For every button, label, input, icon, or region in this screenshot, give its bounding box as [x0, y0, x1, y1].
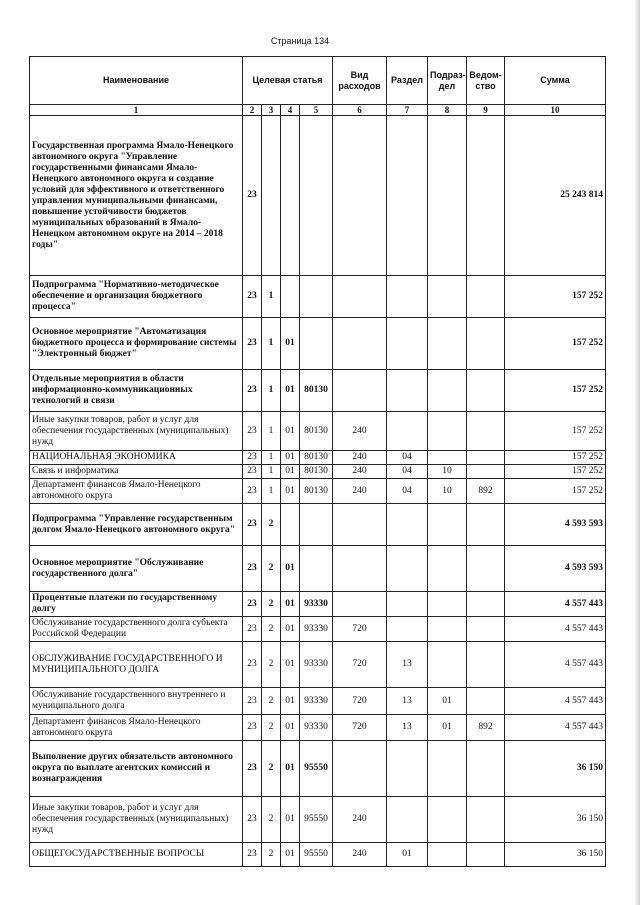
row-name: Основное мероприятие "Автоматизация бюджетного процесса и формирование системы "Электронный бюджет" [30, 318, 243, 370]
row-code-c7 [387, 116, 428, 276]
row-code-c3: 2 [262, 688, 281, 715]
row-name: Основное мероприятие "Обслуживание государственного долга" [30, 546, 243, 592]
row-code-c2: 23 [243, 412, 262, 451]
table-row [30, 465, 606, 479]
budget-table [29, 56, 606, 867]
row-code-c2: 23 [243, 843, 262, 867]
row-sum: 36 150 [505, 741, 606, 797]
header-vedomstvo: Ведом-ство [467, 57, 505, 105]
row-code-c9 [467, 465, 505, 479]
row-code-c6: 240 [333, 451, 387, 465]
row-name: ОБСЛУЖИВАНИЕ ГОСУДАРСТВЕННОГО И МУНИЦИПАЛЬНОГО ДОЛГА [30, 642, 243, 688]
row-code-c2: 23 [243, 504, 262, 546]
row-code-c6: 720 [333, 642, 387, 688]
row-sum: 25 243 814 [505, 116, 606, 276]
row-code-c7 [387, 276, 428, 318]
row-code-c4: 01 [281, 412, 300, 451]
row-code-c8 [428, 592, 467, 617]
row-code-c5: 93330 [300, 688, 333, 715]
row-code-c9 [467, 276, 505, 318]
row-code-c3: 1 [262, 318, 281, 370]
row-code-c5 [300, 318, 333, 370]
col-number: 8 [428, 105, 467, 116]
row-code-c4: 01 [281, 617, 300, 642]
table-row [30, 843, 606, 867]
row-code-c7: 04 [387, 465, 428, 479]
row-code-c8 [428, 370, 467, 412]
col-number: 10 [505, 105, 606, 116]
row-code-c5: 80130 [300, 479, 333, 504]
row-sum: 157 252 [505, 276, 606, 318]
row-code-c5 [300, 546, 333, 592]
row-code-c5: 80130 [300, 465, 333, 479]
row-code-c3: 2 [262, 504, 281, 546]
row-code-c9 [467, 592, 505, 617]
row-code-c7: 13 [387, 688, 428, 715]
row-name: Обслуживание государственного внутреннего и муниципального долга [30, 688, 243, 715]
row-code-c8 [428, 116, 467, 276]
table-row [30, 276, 606, 318]
row-code-c7 [387, 741, 428, 797]
row-code-c9 [467, 546, 505, 592]
row-sum: 4 557 443 [505, 642, 606, 688]
row-sum: 4 557 443 [505, 715, 606, 741]
row-code-c9 [467, 116, 505, 276]
row-sum: 157 252 [505, 479, 606, 504]
header-target: Целевая статья [243, 57, 333, 105]
row-code-c2: 23 [243, 592, 262, 617]
row-sum: 4 557 443 [505, 592, 606, 617]
row-code-c4: 01 [281, 546, 300, 592]
header-row [30, 57, 606, 105]
table-row [30, 715, 606, 741]
row-code-c2: 23 [243, 546, 262, 592]
row-code-c5: 80130 [300, 370, 333, 412]
row-code-c9 [467, 504, 505, 546]
row-code-c7 [387, 504, 428, 546]
row-code-c6 [333, 504, 387, 546]
row-code-c5: 95550 [300, 797, 333, 843]
row-code-c3: 1 [262, 479, 281, 504]
table-row [30, 642, 606, 688]
row-code-c9 [467, 642, 505, 688]
row-code-c7 [387, 546, 428, 592]
row-name: Иные закупки товаров, работ и услуг для обеспечения государственных (муниципальных) нужд [30, 412, 243, 451]
row-sum: 36 150 [505, 843, 606, 867]
row-code-c9 [467, 451, 505, 465]
row-code-c5 [300, 504, 333, 546]
row-code-c4: 01 [281, 741, 300, 797]
col-number: 3 [262, 105, 281, 116]
row-code-c4 [281, 116, 300, 276]
row-code-c3 [262, 116, 281, 276]
row-code-c3: 1 [262, 370, 281, 412]
col-number: 7 [387, 105, 428, 116]
row-code-c2: 23 [243, 617, 262, 642]
row-code-c9 [467, 412, 505, 451]
column-number-row [30, 105, 606, 116]
row-sum: 4 593 593 [505, 546, 606, 592]
table-row [30, 546, 606, 592]
row-code-c3: 2 [262, 592, 281, 617]
row-code-c6 [333, 741, 387, 797]
row-code-c5: 80130 [300, 451, 333, 465]
row-code-c2: 23 [243, 318, 262, 370]
row-code-c4: 01 [281, 688, 300, 715]
row-code-c7: 04 [387, 451, 428, 465]
col-number: 4 [281, 105, 300, 116]
row-code-c6: 240 [333, 412, 387, 451]
row-code-c5: 93330 [300, 642, 333, 688]
row-code-c6 [333, 116, 387, 276]
row-code-c4: 01 [281, 451, 300, 465]
row-code-c9 [467, 688, 505, 715]
col-number: 9 [467, 105, 505, 116]
row-code-c3: 2 [262, 617, 281, 642]
row-code-c9: 892 [467, 479, 505, 504]
col-number: 6 [333, 105, 387, 116]
row-code-c2: 23 [243, 741, 262, 797]
row-sum: 4 557 443 [505, 617, 606, 642]
table-row [30, 617, 606, 642]
row-code-c7: 01 [387, 843, 428, 867]
row-code-c3: 2 [262, 642, 281, 688]
row-code-c3: 2 [262, 741, 281, 797]
row-code-c6: 720 [333, 715, 387, 741]
row-name: Обслуживание государственного долга субъекта Российской Федерации [30, 617, 243, 642]
row-code-c3: 1 [262, 276, 281, 318]
row-sum: 157 252 [505, 451, 606, 465]
row-name: Подпрограмма "Управление государственным долгом Ямало-Ненецкого автономного округа" [30, 504, 243, 546]
row-code-c2: 23 [243, 688, 262, 715]
row-code-c8 [428, 412, 467, 451]
row-sum: 157 252 [505, 412, 606, 451]
table-row [30, 412, 606, 451]
table-row [30, 592, 606, 617]
row-code-c3: 2 [262, 843, 281, 867]
table-row [30, 741, 606, 797]
row-code-c4: 01 [281, 318, 300, 370]
row-code-c6 [333, 370, 387, 412]
row-code-c2: 23 [243, 370, 262, 412]
row-code-c2: 23 [243, 465, 262, 479]
row-code-c2: 23 [243, 116, 262, 276]
row-code-c8: 01 [428, 715, 467, 741]
row-code-c5 [300, 276, 333, 318]
row-code-c8 [428, 642, 467, 688]
row-code-c8 [428, 451, 467, 465]
table-row [30, 451, 606, 465]
header-razdel: Раздел [387, 57, 428, 105]
row-code-c3: 2 [262, 546, 281, 592]
row-code-c8: 01 [428, 688, 467, 715]
row-code-c4: 01 [281, 479, 300, 504]
row-code-c6 [333, 318, 387, 370]
table-row [30, 116, 606, 276]
row-code-c8 [428, 318, 467, 370]
row-code-c6 [333, 276, 387, 318]
row-code-c6: 240 [333, 797, 387, 843]
row-code-c6 [333, 592, 387, 617]
row-code-c5: 80130 [300, 412, 333, 451]
row-code-c4: 01 [281, 370, 300, 412]
row-code-c4: 01 [281, 715, 300, 741]
scan-edge-shadow [634, 0, 640, 905]
row-sum: 4 557 443 [505, 688, 606, 715]
row-code-c5: 95550 [300, 843, 333, 867]
row-code-c8: 10 [428, 479, 467, 504]
row-code-c7 [387, 370, 428, 412]
row-name: ОБЩЕГОСУДАРСТВЕННЫЕ ВОПРОСЫ [30, 843, 243, 867]
row-code-c8 [428, 276, 467, 318]
table-row [30, 797, 606, 843]
row-code-c7 [387, 318, 428, 370]
row-code-c4 [281, 504, 300, 546]
row-code-c6: 240 [333, 479, 387, 504]
row-code-c4 [281, 276, 300, 318]
row-code-c9 [467, 617, 505, 642]
page-number-label: Страница 134 [270, 36, 330, 46]
row-code-c9: 892 [467, 715, 505, 741]
row-code-c6: 240 [333, 465, 387, 479]
row-name: Департамент финансов Ямало-Ненецкого автономного округа [30, 479, 243, 504]
table-row [30, 504, 606, 546]
row-name: Процентные платежи по государственному долгу [30, 592, 243, 617]
row-code-c7 [387, 617, 428, 642]
row-code-c3: 1 [262, 465, 281, 479]
row-code-c2: 23 [243, 797, 262, 843]
row-code-c3: 1 [262, 451, 281, 465]
row-code-c4: 01 [281, 642, 300, 688]
row-sum: 36 150 [505, 797, 606, 843]
col-number: 2 [243, 105, 262, 116]
row-code-c5: 93330 [300, 617, 333, 642]
row-code-c4: 01 [281, 843, 300, 867]
row-code-c2: 23 [243, 479, 262, 504]
table-row [30, 479, 606, 504]
row-code-c3: 2 [262, 797, 281, 843]
row-code-c5: 93330 [300, 592, 333, 617]
row-code-c6: 720 [333, 688, 387, 715]
row-code-c3: 2 [262, 715, 281, 741]
row-code-c5: 95550 [300, 741, 333, 797]
row-code-c2: 23 [243, 451, 262, 465]
row-code-c8 [428, 617, 467, 642]
row-code-c9 [467, 741, 505, 797]
row-code-c7: 13 [387, 715, 428, 741]
col-number: 1 [30, 105, 243, 116]
row-code-c3: 1 [262, 412, 281, 451]
row-code-c6: 240 [333, 843, 387, 867]
row-code-c6 [333, 546, 387, 592]
row-name: Департамент финансов Ямало-Ненецкого автономного округа [30, 715, 243, 741]
row-code-c7: 13 [387, 642, 428, 688]
row-code-c5 [300, 116, 333, 276]
header-name: Наименование [30, 57, 243, 105]
row-name: Государственная программа Ямало-Ненецкого автономного округа "Управление государственными финансами Ямало-Ненецкого автономного округа и создание условий для эффективного и ответственного управления муниципальными финансами, повышение устойчивости бюджетов муниципальных образований в Ямало-Ненецком автономном округе на 2014 – 2018 годы" [30, 116, 243, 276]
header-podrazdel: Подраз-дел [428, 57, 467, 105]
row-code-c2: 23 [243, 715, 262, 741]
row-code-c6: 720 [333, 617, 387, 642]
row-code-c5: 93330 [300, 715, 333, 741]
row-code-c7 [387, 797, 428, 843]
row-name: Выполнение других обязательств автономного округа по выплате агентских комиссий и вознаграждения [30, 741, 243, 797]
row-code-c8 [428, 843, 467, 867]
header-vid: Вид расходов [333, 57, 387, 105]
row-code-c8: 10 [428, 465, 467, 479]
row-code-c8 [428, 741, 467, 797]
row-sum: 157 252 [505, 318, 606, 370]
row-code-c4: 01 [281, 465, 300, 479]
row-name: Связь и информатика [30, 465, 243, 479]
row-name: Иные закупки товаров, работ и услуг для обеспечения государственных (муниципальных) нужд [30, 797, 243, 843]
header-summa: Сумма [505, 57, 606, 105]
table-row [30, 318, 606, 370]
row-code-c7 [387, 412, 428, 451]
row-name: Отдельные мероприятия в области информационно-коммуникационных технологий и связи [30, 370, 243, 412]
row-code-c4: 01 [281, 592, 300, 617]
row-code-c8 [428, 504, 467, 546]
row-code-c9 [467, 370, 505, 412]
row-sum: 4 593 593 [505, 504, 606, 546]
col-number: 5 [300, 105, 333, 116]
row-sum: 157 252 [505, 370, 606, 412]
row-code-c2: 23 [243, 642, 262, 688]
row-code-c7: 04 [387, 479, 428, 504]
row-code-c9 [467, 843, 505, 867]
row-name: НАЦИОНАЛЬНАЯ ЭКОНОМИКА [30, 451, 243, 465]
row-code-c8 [428, 797, 467, 843]
row-sum: 157 252 [505, 465, 606, 479]
row-code-c8 [428, 546, 467, 592]
row-name: Подпрограмма "Нормативно-методическое обеспечение и организация бюджетного процесса" [30, 276, 243, 318]
row-code-c4: 01 [281, 797, 300, 843]
table-row [30, 688, 606, 715]
row-code-c2: 23 [243, 276, 262, 318]
table-row [30, 370, 606, 412]
row-code-c7 [387, 592, 428, 617]
row-code-c9 [467, 318, 505, 370]
row-code-c9 [467, 797, 505, 843]
